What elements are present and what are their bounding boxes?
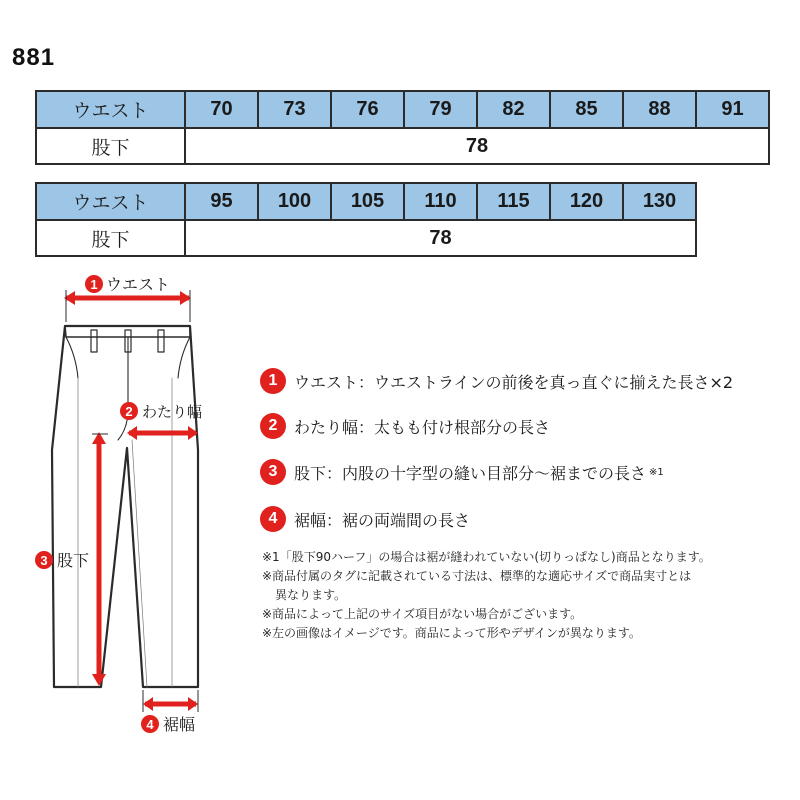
waist-size: 73 — [258, 91, 331, 128]
size-table-1 — [35, 90, 770, 165]
hem-measure — [141, 690, 198, 734]
pants-outline — [52, 326, 198, 687]
svg-text:裾幅: 裾幅 — [163, 715, 196, 734]
svg-text:股下: 股下 — [57, 551, 90, 570]
waist-label: ウエスト — [36, 91, 185, 128]
svg-text:3: 3 — [40, 553, 48, 568]
inseam-measure — [35, 432, 108, 686]
waist-size: 82 — [477, 91, 550, 128]
note-line: ※商品付属のタグに記載されている寸法は、標準的な適応サイズで商品実寸とは — [262, 569, 692, 583]
inseam-value: 78 — [185, 128, 769, 164]
waist-size: 120 — [550, 183, 623, 220]
pocket-line — [66, 337, 78, 378]
svg-text:わたり幅: わたり幅 — [142, 403, 203, 421]
legend-text: わたり幅：太もも付け根部分の長さ — [294, 417, 551, 437]
waist-size: 79 — [404, 91, 477, 128]
legend-number: 4 — [260, 506, 286, 532]
legend-text: ウエスト：ウエストラインの前後を真っ直ぐに揃えた長さ×2 — [294, 372, 734, 392]
waist-size: 95 — [185, 183, 258, 220]
waist-size: 105 — [331, 183, 404, 220]
legend-number: 2 — [260, 413, 286, 439]
belt-loop — [91, 330, 97, 352]
svg-text:ウエスト: ウエスト — [106, 275, 171, 294]
inseam-label: 股下 — [36, 220, 185, 256]
inseam-row — [36, 220, 696, 256]
waist-label: ウエスト — [36, 183, 185, 220]
model-number: 881 — [12, 44, 56, 71]
legend-item-thigh — [260, 413, 780, 439]
legend-item-hem — [260, 506, 780, 532]
pants-diagram — [0, 260, 250, 740]
waist-size: 85 — [550, 91, 623, 128]
legend-item-waist — [260, 368, 780, 394]
svg-text:2: 2 — [125, 404, 133, 419]
waist-size: 70 — [185, 91, 258, 128]
legend-item-inseam — [260, 459, 780, 485]
waist-size: 130 — [623, 183, 696, 220]
waist-size: 76 — [331, 91, 404, 128]
inseam-label: 股下 — [36, 128, 185, 164]
thigh-measure — [120, 402, 202, 440]
size-table-2 — [35, 182, 697, 257]
waist-row — [36, 183, 696, 220]
note-line: ※商品によって上記のサイズ項目がない場合がございます。 — [262, 607, 583, 621]
waistband — [65, 326, 190, 337]
waist-measure — [64, 275, 191, 322]
svg-text:1: 1 — [90, 277, 98, 292]
note-line: ※1「股下90ハーフ」の場合は裾が縫われていない(切りっぱなし)商品となります。 — [262, 550, 711, 564]
pocket-line — [178, 337, 190, 378]
svg-text:4: 4 — [146, 717, 154, 732]
note-line: ※左の画像はイメージです。商品によって形やデザインが異なります。 — [262, 626, 641, 640]
notes — [262, 548, 782, 643]
waist-row — [36, 91, 769, 128]
inseam-value: 78 — [185, 220, 696, 256]
legend-number: 1 — [260, 368, 286, 394]
inseam-row — [36, 128, 769, 164]
legend-text: 股下：内股の十字型の縫い目部分～裾までの長さ — [294, 463, 647, 483]
waist-size: 88 — [623, 91, 696, 128]
waist-size: 100 — [258, 183, 331, 220]
legend-number: 3 — [260, 459, 286, 485]
waist-size: 115 — [477, 183, 550, 220]
waist-size: 110 — [404, 183, 477, 220]
legend-text: 裾幅：裾の両端間の長さ — [294, 510, 471, 530]
note-line: 異なります。 — [275, 588, 347, 602]
legend-footnote-mark: ※1 — [649, 466, 664, 478]
waist-size: 91 — [696, 91, 769, 128]
belt-loop — [158, 330, 164, 352]
